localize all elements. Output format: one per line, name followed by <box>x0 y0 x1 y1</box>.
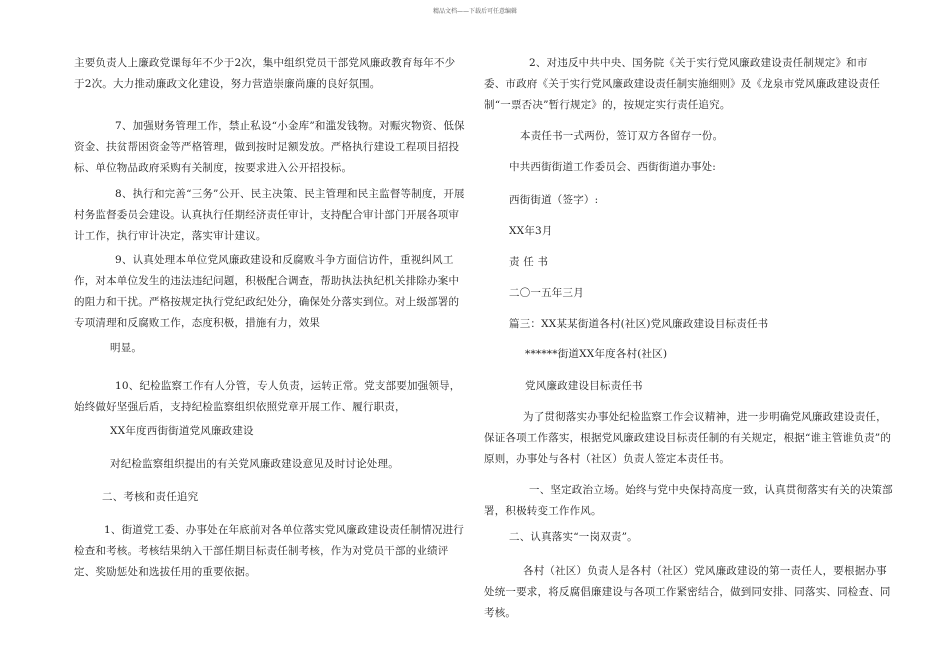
paragraph: 为了贯彻落实办事处纪检监察工作会议精神，进一步明确党风廉政建设责任，保证各项工作落实，根据党风廉政建设目标责任制的有关规定，根据“谁主管谁负责”的原则，办事处与各村（社区）负责人签定本责任书。 <box>484 411 892 465</box>
paragraph: ******街道XX年度各村(社区) <box>525 348 668 360</box>
paragraph: 各村（社区）负责人是各村（社区）党风廉政建设的第一责任人，要根据办事处统一要求，将反腐倡廉建设与各项工作紧密结合，做到同安排、同落实、同检查、同考核。 <box>484 565 891 619</box>
section-heading: 二、考核和责任追究 <box>102 491 199 503</box>
paragraph: 明显。 <box>110 342 143 354</box>
paragraph: 中共西街街道工作委员会、西街街道办事处: <box>509 161 717 173</box>
paragraph: 7、加强财务管理工作，禁止私设“小金库”和滥发钱物。对赈灾物资、低保资金、扶贫帮困资金等严格管理，做到按时足额发放。严格执行建设工程项目招投标、单位物品政府采购有关制度，按要求进入公开招投标。 <box>74 120 465 174</box>
paragraph: 10、纪检监察工作有人分管，专人负责，运转正常。党支部要加强领导，始终做好坚强后盾，支持纪检监察组织依照党章开展工作、履行职责， <box>74 380 461 413</box>
paragraph: 一、坚定政治立场。始终与党中央保持高度一致，认真贯彻落实有关的决策部署，积极转变工作作风。 <box>484 484 893 517</box>
paragraph: 二〇一五年三月 <box>509 287 584 299</box>
paragraph: 对纪检监察组织提出的有关党风廉政建设意见及时讨论处理。 <box>110 458 399 470</box>
section-heading: 篇三：XX某某街道各村(社区)党风廉政建设目标责任书 <box>509 318 769 330</box>
paragraph: 本责任书一式两份，签订双方各留存一份。 <box>520 130 724 142</box>
paragraph: 9、认真处理本单位党风廉政建设和反腐败斗争方面信访件，重视纠风工作，对本单位发生的违法违纪问题，积极配合调查，帮助执法执纪机关排除办案中的阻力和干扰。严格按规定执行党纪政纪处分，确保处分落实到位。对上级部署的专项清理和反腐败工作，态度积极，措施有力，效果 <box>74 254 460 329</box>
section-heading: 二、认真落实“一岗双责”。 <box>509 531 638 543</box>
paragraph: 8、执行和完善“三务”公开、民主决策、民主管理和民主监督等制度，开展村务监督委员会建设。认真执行任期经济责任审计，支持配合审计部门开展各项审计工作，执行审计决定，落实审计建议。 <box>74 188 465 242</box>
paragraph: 2、对违反中共中央、国务院《关于实行党风廉政建设责任制规定》和市委、市政府《关于实行党风廉政建设责任制实施细则》及《龙泉市党风廉政建设责任制“一票否决”暂行规定》的，按规定实行责任追究。 <box>484 57 880 111</box>
paragraph: 责 任 书 <box>509 256 549 268</box>
paragraph: XX年3月 <box>509 225 553 237</box>
page-header: 精品文档——下载后可任意编辑 <box>432 8 517 15</box>
paragraph: XX年度西街街道党风廉政建设 <box>110 425 254 437</box>
paragraph: 西街街道（签字）: <box>509 194 599 206</box>
paragraph: 1、街道党工委、办事处在年底前对各单位落实党风廉政建设责任制情况进行检查和考核。考核结果纳入干部任期目标责任制考核，作为对党员干部的业绩评定、奖励惩处和选拔任用的重要依据。 <box>74 524 464 578</box>
paragraph: 党风廉政建设目标责任书 <box>525 380 643 392</box>
paragraph: 主要负责人上廉政党课每年不少于2次，集中组织党员干部党风廉政教育每年不少于2次。大力推动廉政文化建设，努力营造崇廉尚廉的良好氛围。 <box>74 57 456 90</box>
